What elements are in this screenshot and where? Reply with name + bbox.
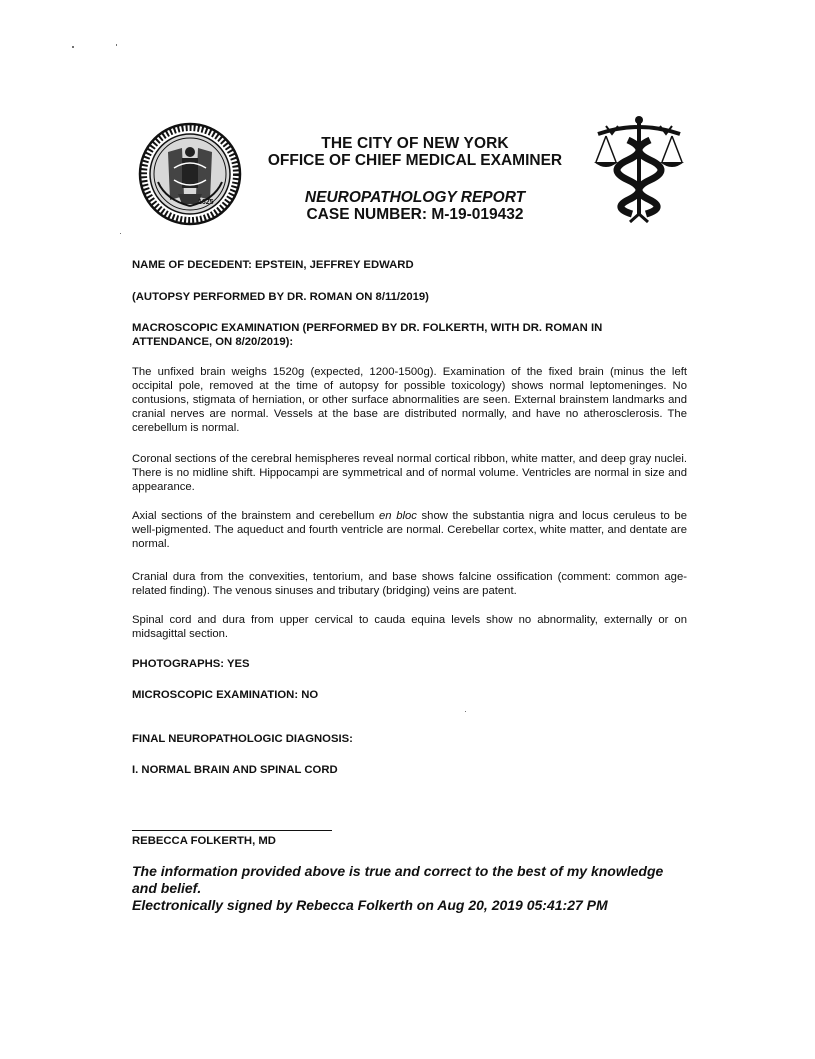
report-title: NEUROPATHOLOGY REPORT [304,189,526,206]
paragraph-axial-part2: show the substantia nigra and locus ceruleus to be well-pigmented. The aqueduct and fourth ventricle are normal. Cerebellar cortex, white matter, and dentate are normal. [132,510,687,550]
macroscopic-heading-line1: MACROSCOPIC EXAMINATION (PERFORMED BY DR. FOLKERTH, WITH DR. ROMAN IN [132,322,603,334]
decedent-name: NAME OF DECEDENT: EPSTEIN, JEFFREY EDWARD [132,259,414,271]
caduceus-scales-icon [590,112,688,232]
signature-name: REBECCA FOLKERTH, MD [132,835,276,847]
paragraph-brain: The unfixed brain weighs 1520g (expected, 1200-1500g). Examination of the fixed brain (minus the left occipital pole, removed at the time of autopsy for possible toxicology) shows normal leptomeninges. No contusions, stigmata of herniation, or other surface abnormalities are seen. External brainstem landmarks and cranial nerves are normal. Vessels at the base are distributed normally, and have no atherosclerosis. The cerebellum is normal. [132,366,687,434]
scan-speck [116,44,117,46]
final-diagnosis: I. NORMAL BRAIN AND SPINAL CORD [132,764,338,776]
macroscopic-heading-line2: ATTENDANCE, ON 8/20/2019): [132,335,294,348]
scan-speck [465,711,466,712]
paragraph-coronal: Coronal sections of the cerebral hemispheres reveal normal cortical ribbon, white matter, and deep gray nuclei. There is no midline shift. Hippocampi are symmetrical and of normal volume. Ventricles are normal in size and appearance. [132,453,687,493]
attestation-line2: and belief. [132,880,202,896]
microscopic-status: MICROSCOPIC EXAMINATION: NO [132,689,319,701]
paragraph-axial-part1: Axial sections of the brainstem and cerebellum [132,510,380,522]
macroscopic-heading [132,322,687,350]
nyc-seal-icon [138,122,242,226]
scan-speck [72,46,74,48]
electronic-signature: Electronically signed by Rebecca Folkerth on Aug 20, 2019 05:41:27 PM [132,897,608,913]
paragraph-axial-italic: en bloc [379,510,417,522]
office-name: OFFICE OF CHIEF MEDICAL EXAMINER [267,152,563,169]
seal-year: 1625 [198,199,214,206]
paragraph-axial [132,510,687,552]
attestation-line1: The information provided above is true and correct to the best of my knowledge [132,863,664,879]
paragraph-spinal: Spinal cord and dura from upper cervical to cauda equina levels show no abnormality, externally or on midsagittal section. [132,614,687,640]
final-diagnosis-heading: FINAL NEUROPATHOLOGIC DIAGNOSIS: [132,733,353,745]
autopsy-note: (AUTOPSY PERFORMED BY DR. ROMAN ON 8/11/2019) [132,291,429,303]
city-name: THE CITY OF NEW YORK [321,135,509,152]
signature-line [132,830,332,831]
paragraph-dura: Cranial dura from the convexities, tentorium, and base shows falcine ossification (comment: common age-related finding). The venous sinuses and tributary (bridging) veins are patent. [132,571,687,597]
photographs-status: PHOTOGRAPHS: YES [132,658,250,670]
scan-speck [120,233,121,234]
case-number: CASE NUMBER: M-19-019432 [306,206,524,223]
